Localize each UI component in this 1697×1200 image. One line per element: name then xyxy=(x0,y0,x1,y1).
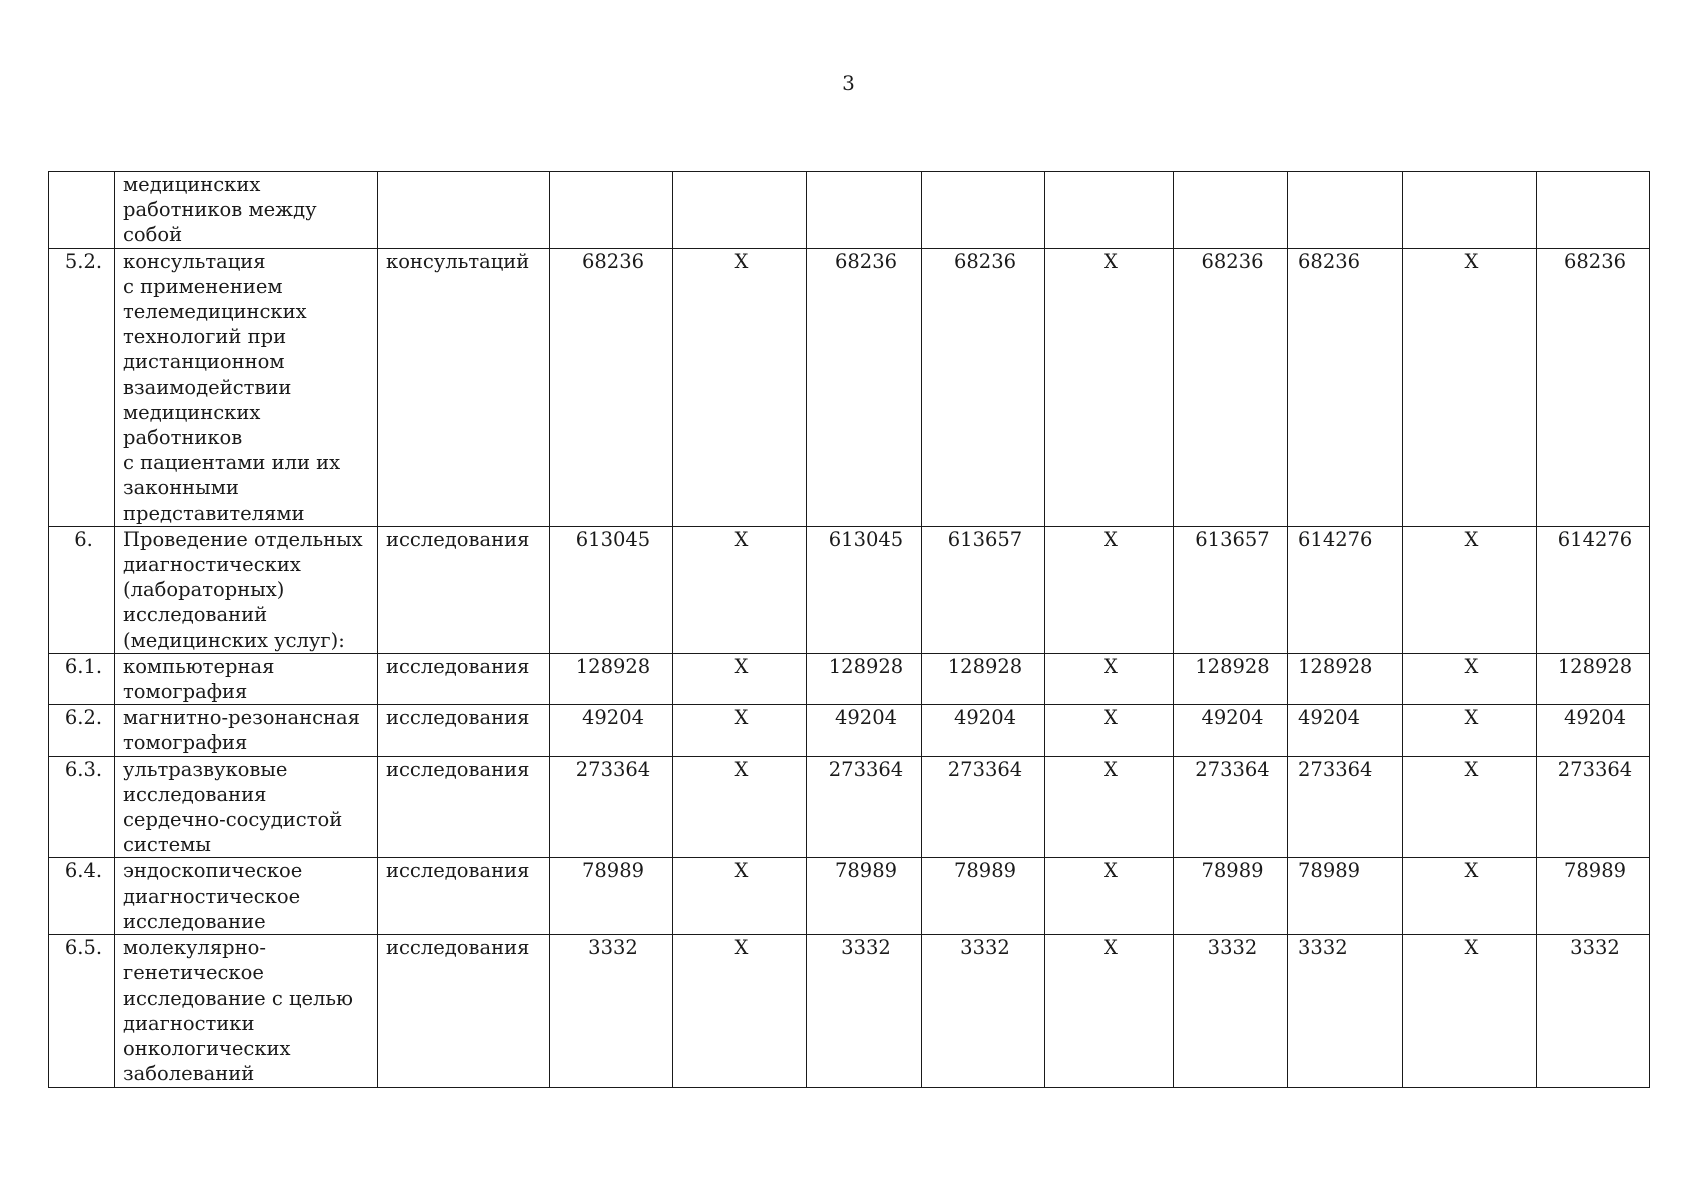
page-number: 3 xyxy=(842,71,855,95)
value-cell: 614276 xyxy=(1288,526,1403,653)
value-cell: X xyxy=(673,705,807,756)
value-cell: 78989 xyxy=(807,858,922,935)
value-cell: 49204 xyxy=(550,705,673,756)
unit-cell: исследования xyxy=(378,756,550,858)
value-cell: X xyxy=(1403,248,1537,526)
value-cell xyxy=(807,172,922,249)
table-row xyxy=(49,756,1650,858)
service-name-cell: молекулярно- генетическое исследование с целью диагностики онкологических заболеваний xyxy=(115,935,378,1088)
row-number-cell: 6.5. xyxy=(49,935,115,1088)
value-cell: X xyxy=(1045,858,1174,935)
value-cell: 68236 xyxy=(1174,248,1288,526)
value-cell: 68236 xyxy=(1537,248,1650,526)
value-cell: 78989 xyxy=(1288,858,1403,935)
unit-cell xyxy=(378,172,550,249)
value-cell: 3332 xyxy=(922,935,1045,1088)
value-cell: X xyxy=(673,653,807,704)
unit-cell: консультаций xyxy=(378,248,550,526)
value-cell: 128928 xyxy=(550,653,673,704)
value-cell: 128928 xyxy=(922,653,1045,704)
table-row xyxy=(49,248,1650,526)
value-cell: 273364 xyxy=(550,756,673,858)
value-cell: 49204 xyxy=(1537,705,1650,756)
value-cell: X xyxy=(673,248,807,526)
table-row xyxy=(49,705,1650,756)
value-cell xyxy=(922,172,1045,249)
row-number-cell xyxy=(49,172,115,249)
unit-cell: исследования xyxy=(378,526,550,653)
value-cell: X xyxy=(673,935,807,1088)
value-cell: 3332 xyxy=(1174,935,1288,1088)
value-cell: 613657 xyxy=(922,526,1045,653)
value-cell: X xyxy=(673,526,807,653)
service-name-cell: Проведение отдельных диагностических (лабораторных) исследований (медицинских услуг): xyxy=(115,526,378,653)
value-cell: 3332 xyxy=(1288,935,1403,1088)
unit-cell: исследования xyxy=(378,935,550,1088)
value-cell: X xyxy=(1403,526,1537,653)
value-cell: 49204 xyxy=(807,705,922,756)
value-cell: 49204 xyxy=(922,705,1045,756)
value-cell: 49204 xyxy=(1174,705,1288,756)
value-cell: 613657 xyxy=(1174,526,1288,653)
value-cell: 78989 xyxy=(550,858,673,935)
service-name-cell: медицинских работников между собой xyxy=(115,172,378,249)
value-cell: 273364 xyxy=(1537,756,1650,858)
unit-cell: исследования xyxy=(378,653,550,704)
value-cell xyxy=(1174,172,1288,249)
value-cell: 128928 xyxy=(807,653,922,704)
service-name-cell: консультация с применением телемедицинских технологий при дистанционном взаимодействии медицинских работников с пациентами или их законными представителями xyxy=(115,248,378,526)
value-cell xyxy=(1045,172,1174,249)
row-number-cell: 5.2. xyxy=(49,248,115,526)
unit-cell: исследования xyxy=(378,858,550,935)
value-cell: 3332 xyxy=(807,935,922,1088)
value-cell: X xyxy=(1403,653,1537,704)
value-cell: 78989 xyxy=(922,858,1045,935)
value-cell: 613045 xyxy=(550,526,673,653)
services-volume-table xyxy=(48,171,1650,1088)
value-cell xyxy=(1403,172,1537,249)
value-cell: X xyxy=(1403,705,1537,756)
value-cell: X xyxy=(1045,705,1174,756)
value-cell: 49204 xyxy=(1288,705,1403,756)
value-cell: 614276 xyxy=(1537,526,1650,653)
value-cell: 68236 xyxy=(807,248,922,526)
value-cell: 78989 xyxy=(1537,858,1650,935)
value-cell: X xyxy=(1403,858,1537,935)
row-number-cell: 6.4. xyxy=(49,858,115,935)
value-cell: 613045 xyxy=(807,526,922,653)
service-name-cell: магнитно-резонансная томография xyxy=(115,705,378,756)
row-number-cell: 6.1. xyxy=(49,653,115,704)
value-cell: 128928 xyxy=(1537,653,1650,704)
service-name-cell: эндоскопическое диагностическое исследование xyxy=(115,858,378,935)
unit-cell: исследования xyxy=(378,705,550,756)
value-cell xyxy=(1537,172,1650,249)
value-cell: X xyxy=(1045,248,1174,526)
value-cell: 128928 xyxy=(1288,653,1403,704)
value-cell: 68236 xyxy=(1288,248,1403,526)
value-cell: 273364 xyxy=(1174,756,1288,858)
value-cell: X xyxy=(673,858,807,935)
value-cell: X xyxy=(1403,756,1537,858)
value-cell: 3332 xyxy=(1537,935,1650,1088)
table-body xyxy=(49,172,1650,1088)
table-row xyxy=(49,653,1650,704)
value-cell: 273364 xyxy=(922,756,1045,858)
value-cell xyxy=(673,172,807,249)
table-row xyxy=(49,935,1650,1088)
value-cell: X xyxy=(1403,935,1537,1088)
value-cell: 3332 xyxy=(550,935,673,1088)
value-cell: X xyxy=(1045,526,1174,653)
value-cell: X xyxy=(1045,935,1174,1088)
value-cell: X xyxy=(673,756,807,858)
value-cell xyxy=(550,172,673,249)
value-cell: 273364 xyxy=(807,756,922,858)
value-cell: 68236 xyxy=(550,248,673,526)
value-cell: 68236 xyxy=(922,248,1045,526)
row-number-cell: 6.2. xyxy=(49,705,115,756)
value-cell: 273364 xyxy=(1288,756,1403,858)
value-cell: X xyxy=(1045,653,1174,704)
service-name-cell: ультразвуковые исследования сердечно-сосудистой системы xyxy=(115,756,378,858)
value-cell xyxy=(1288,172,1403,249)
value-cell: 128928 xyxy=(1174,653,1288,704)
service-name-cell: компьютерная томография xyxy=(115,653,378,704)
table-row xyxy=(49,858,1650,935)
table-row xyxy=(49,172,1650,249)
row-number-cell: 6.3. xyxy=(49,756,115,858)
value-cell: 78989 xyxy=(1174,858,1288,935)
value-cell: X xyxy=(1045,756,1174,858)
table-row xyxy=(49,526,1650,653)
row-number-cell: 6. xyxy=(49,526,115,653)
